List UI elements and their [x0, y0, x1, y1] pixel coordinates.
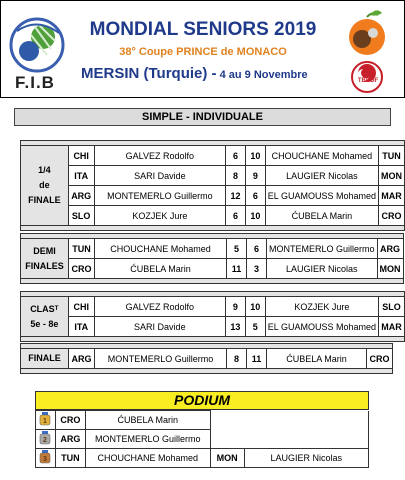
- score: 10: [245, 297, 265, 317]
- player-name: EL GUAMOUSS Mohamed: [265, 317, 378, 337]
- country-code: ITA: [68, 166, 94, 186]
- score: 5: [245, 317, 265, 337]
- podium-country: CRO: [55, 411, 85, 430]
- match-row: [21, 166, 405, 186]
- player-name: MONTEMERLO Guillermo: [95, 349, 227, 369]
- score: 13: [225, 317, 245, 337]
- score: 11: [247, 349, 267, 369]
- score: 8: [227, 349, 247, 369]
- player-name: ĆUBELA Marin: [267, 349, 367, 369]
- country-code: ITA: [68, 317, 94, 337]
- score: 10: [245, 206, 265, 226]
- round-table: [20, 140, 405, 231]
- player-name: KOZJEK Jure: [265, 297, 378, 317]
- location-dates: 4 au 9 Novembre: [216, 69, 308, 81]
- podium-row: [36, 430, 369, 449]
- score: 9: [225, 297, 245, 317]
- score: 9: [245, 166, 265, 186]
- player-name: MONTEMERLO Guillermo: [94, 186, 225, 206]
- round-stage-label: CLASᵀ 5e - 8e: [21, 297, 69, 337]
- match-row: [21, 206, 405, 226]
- score: 6: [247, 239, 267, 259]
- score: 8: [226, 166, 246, 186]
- round-stage-label: 1/4 de FINALE: [21, 146, 69, 226]
- round-table: [20, 343, 393, 374]
- podium-empty-cell: [210, 430, 368, 449]
- match-row: [21, 349, 393, 369]
- country-code: TUN: [378, 146, 404, 166]
- match-row: [21, 297, 405, 317]
- country-code: TUN: [69, 239, 95, 259]
- score: 12: [226, 186, 246, 206]
- round-table: [20, 291, 405, 342]
- country-code: CRO: [69, 259, 95, 279]
- podium-player: LAUGIER Nicolas: [244, 449, 368, 468]
- country-code: ARG: [69, 349, 95, 369]
- match-row: [21, 146, 405, 166]
- podium-player: CHOUCHANE Mohamed: [85, 449, 210, 468]
- fib-logo-text: F.I.B: [15, 73, 55, 92]
- country-code: ARG: [68, 186, 94, 206]
- podium-table: [35, 410, 369, 468]
- country-code: CHI: [68, 146, 94, 166]
- event-location: [81, 65, 331, 83]
- player-name: SARI Davide: [94, 166, 225, 186]
- country-code: SLO: [68, 206, 94, 226]
- event-title: MONDIAL SENIORS 2019: [89, 19, 317, 40]
- medal-icon: [39, 450, 51, 464]
- section-title: SIMPLE - INDIVIDUALE: [14, 108, 391, 126]
- player-name: ĆUBELA Marin: [265, 206, 378, 226]
- score: 11: [227, 259, 247, 279]
- match-row: [21, 186, 405, 206]
- svg-text:2: 2: [43, 437, 48, 444]
- svg-text:1: 1: [43, 418, 48, 425]
- podium-country: ARG: [55, 430, 85, 449]
- player-name: SARI Davide: [94, 317, 225, 337]
- country-code: MAR: [378, 186, 404, 206]
- podium-title: PODIUM: [35, 391, 369, 410]
- podium-player: ĆUBELA Marin: [85, 411, 210, 430]
- score: 6: [245, 186, 265, 206]
- player-name: CHOUCHANE Mohamed: [265, 146, 378, 166]
- country-code: ARG: [377, 239, 403, 259]
- event-subtitle: 38° Coupe PRINCE de MONACO: [119, 46, 287, 58]
- medal-icon: [39, 412, 51, 426]
- country-code: MON: [378, 166, 404, 186]
- match-row: [21, 239, 404, 259]
- podium-box: [35, 391, 369, 468]
- player-name: EL GUAMOUSS Mohamed: [265, 186, 378, 206]
- round-stage-label: DEMI FINALES: [21, 239, 69, 279]
- country-code: CRO: [367, 349, 393, 369]
- country-code: MON: [377, 259, 403, 279]
- match-row: [21, 259, 404, 279]
- player-name: GALVEZ Rodolfo: [94, 297, 225, 317]
- round-table: [20, 233, 404, 284]
- svg-text:3: 3: [43, 456, 48, 463]
- country-code: SLO: [378, 297, 404, 317]
- medal-cell: [36, 430, 56, 449]
- podium-empty-cell: [210, 411, 368, 430]
- podium-player: MONTEMERLO Guillermo: [85, 430, 210, 449]
- player-name: KOZJEK Jure: [94, 206, 225, 226]
- player-name: LAUGIER Nicolas: [267, 259, 378, 279]
- federation-logo-text: TBBDF: [357, 78, 379, 84]
- podium-row: [36, 449, 369, 468]
- country-code: CRO: [378, 206, 404, 226]
- score: 3: [247, 259, 267, 279]
- medal-cell: [36, 411, 56, 430]
- podium-country: MON: [210, 449, 244, 468]
- player-name: CHOUCHANE Mohamed: [95, 239, 227, 259]
- country-code: CHI: [68, 297, 94, 317]
- score: 6: [226, 146, 246, 166]
- round-stage-label: FINALE: [21, 349, 69, 369]
- player-name: GALVEZ Rodolfo: [94, 146, 225, 166]
- score: 5: [227, 239, 247, 259]
- podium-country: TUN: [55, 449, 85, 468]
- match-row: [21, 317, 405, 337]
- score: 10: [245, 146, 265, 166]
- event-header: [0, 0, 405, 98]
- score: 6: [226, 206, 246, 226]
- location-city: MERSIN (Turquie) -: [81, 65, 217, 82]
- player-name: ĆUBELA Marin: [95, 259, 227, 279]
- player-name: MONTEMERLO Guillermo: [267, 239, 378, 259]
- player-name: LAUGIER Nicolas: [265, 166, 378, 186]
- podium-row: [36, 411, 369, 430]
- medal-cell: [36, 449, 56, 468]
- medal-icon: [39, 431, 51, 445]
- country-code: MAR: [378, 317, 404, 337]
